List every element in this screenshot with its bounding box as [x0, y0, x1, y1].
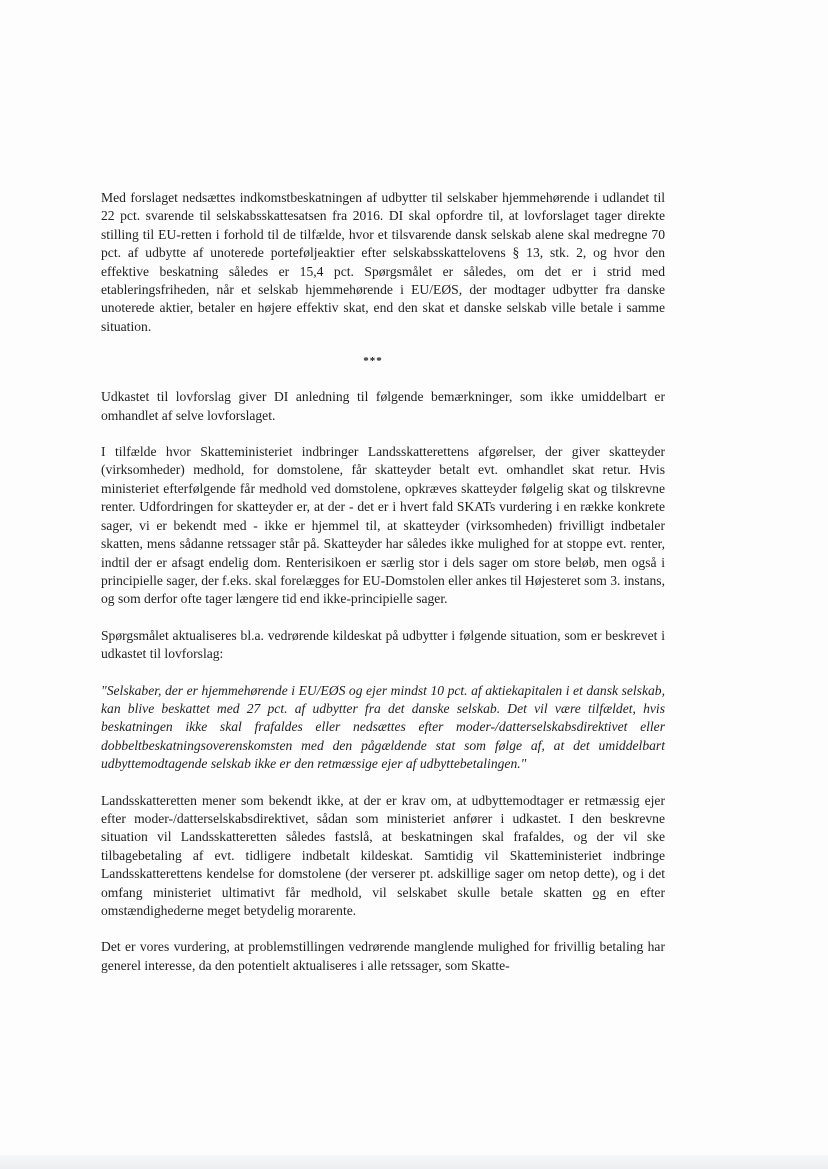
paragraph-court-cases: I tilfælde hvor Skatteministeriet indbringer Landsskatterettens afgørelser, der giver skatteyder (virksomheder) medhold, for domstolene, får skatteyder betalt evt. omhandlet skat retur. Hvis ministeriet efterfølgende får medhold ved domstolene, opkræves skatteyder følgelig skat og tilskrevne renter. Udfordringen for skatteyder er, at der - det er i hvert fald SKATs vurdering i en række konkrete sager, vi er bekendt med - ikke er hjemmel til, at skatteyder (virksomheden) frivilligt indbetaler skatten, mens sådanne retssager står på. Skatteyder har således ikke mulighed for at stoppe evt. renter, indtil der er afsagt endelig dom. Renterisikoen er særlig stor i dels sager om store beløb, men også i principielle sager, der f.eks. skal forelægges for EU-Domstolen eller ankes til Højesteret som 3. instans, og som derfor ofte tager længere tid end ikke-principielle sager.: [101, 444, 665, 607]
underlined-word: og: [592, 884, 607, 900]
paragraph-tax-tribunal: [101, 792, 665, 921]
paragraph-dividend-taxation: Med forslaget nedsættes indkomstbeskatningen af udbytter til selskaber hjemmehørende i udlandet til 22 pct. svarende til selskabsskattesatsen fra 2016. DI skal opfordre til, at lovforslaget tager direkte stilling til EU-retten i forhold til de tilfælde, hvor et tilsvarende dansk selskab alene skal medregne 70 pct. af udbytte af unoterede porteføljeaktier efter selskabsskattelovens § 13, stk. 2, og hvor den effektive beskatning således er 15,4 pct. Spørgsmålet er således, om det er i strid med etableringsfriheden, når et selskab hjemmehørende i EU/EØS, der modtager udbytter fra danske unoterede aktier, betaler en højere effektiv skat, end den skat et danske selskab ville betale i samme situation.: [101, 190, 665, 334]
paragraph-tax-tribunal-text-a: Landsskatteretten mener som bekendt ikke, at der er krav om, at udbyttemodtager er retmæssig ejer efter moder-/datterselskabsdirektivet, sådan som ministeriet anfører i udkastet. I den beskrevne situation vil Landsskatteretten således fastslå, at beskatningen skal frafaldes, og der vil ske tilbagebetaling af evt. tidligere indbetalt kildeskat. Samtidig vil Skatteministeriet indbringe Landsskatterettens kendelse for domstolene (der verserer pt. adskillige sager om netop dette), og i det omfang ministeriet ultimativt får medhold, vil selskabet skulle betale skatten: [101, 792, 665, 900]
paragraph-tax-tribunal-text-b: en efter omstændighederne meget betydelig morarente.: [101, 884, 665, 918]
quote-bill-draft: "Selskaber, der er hjemmehørende i EU/EØS og ejer mindst 10 pct. af aktiekapitalen i et dansk selskab, kan blive beskattet med 27 pct. af udbytter fra det danske selskab. Det vil være tilfældet, hvis beskatningen ikke skal frafaldes eller nedsættes efter moder-/datterselskabsdirektivet eller dobbeltbeskatningsoverenskomsten med den pågældende stat som følge af, at det umiddelbart udbyttemodtagende selskab ikke er den retmæssige ejer af udbyttebetalingen.": [101, 682, 665, 772]
paragraph-intro-remarks: Udkastet til lovforslag giver DI anledning til følgende bemærkninger, som ikke umiddelbart er omhandlet af selve lovforslaget.: [101, 389, 665, 423]
section-separator: ***: [363, 355, 383, 368]
paragraph-assessment: Det er vores vurdering, at problemstillingen vedrørende manglende mulighed for frivillig betaling har generel interesse, da den potentielt aktualiseres i alle retssager, som Skatte-: [101, 939, 665, 973]
paragraph-withholding-tax: Spørgsmålet aktualiseres bl.a. vedrørende kildeskat på udbytter i følgende situation, som er beskrevet i udkastet til lovforslag:: [101, 627, 665, 662]
page-bottom-edge: [0, 1155, 828, 1169]
document-body: [101, 189, 665, 993]
